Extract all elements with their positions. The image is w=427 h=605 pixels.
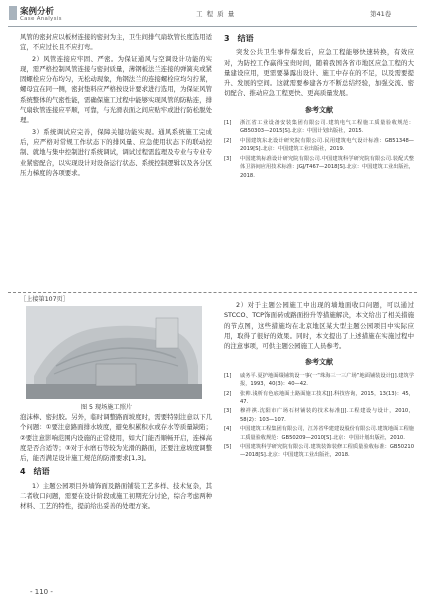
paragraph: 1）主题公园项目外墙饰面及路面铺装工艺多样、技术复杂，其二者收口问题，需要在设计阶段或施工初期充分讨论，综合考虑两种材料、工艺的特性，提前给出妥善的处理方案。 [20, 481, 212, 511]
section-heading [224, 34, 414, 44]
continuation-note: ［上接第107页］ [20, 296, 69, 303]
section-label-en: Case Analysis [20, 16, 62, 22]
reference-list [224, 119, 414, 180]
site-photo [26, 306, 202, 399]
reference-text: 中国建筑标准设计研究院有限公司.中国建筑科学研究院有限公司.装配式整体卫浴间应用技术标准：JGJ/T467—2018[S].北京：中国建筑工业出版社，2018. [240, 155, 414, 179]
reference-item [224, 407, 414, 424]
reference-number: [3] [224, 408, 232, 415]
header-rule [8, 26, 417, 27]
paragraph: 泡沫棒、密封胶。另外，临时调整路面坡度时，需要特别注意以下几个问题：①要注意路面排水坡度，避免积累积水或存水等质量缺陷；②要注意影响范围内设施的正常使用，如大门能否顺畅开启，连梯高度是否合适等；③对于水磨石等较为光滑的路面，还要注意坡度调整后，能否满足设计施工规范的防滑要求[1,3]。 [20, 413, 212, 463]
reference-number: [3] [224, 155, 232, 162]
site-photo-illustration [26, 306, 202, 399]
paragraph: 2）对于主题公园施工中出现的墙地面收口问题，可以通过STCCO、TCP饰面砖或路面扮升等措施解决，本文给出了相关措施的节点图，这些措施均在北京地区某大型主题公园项目中实际应用，取得了很好的效果。同时，本文提出了上述措施在实施过程中的注意事项，可供主题公园施工人员参考。 [224, 301, 414, 351]
reference-item [224, 155, 414, 180]
reference-text: 浙江省工业设备安装集团有限公司.建筑电气工程施工质量验收规范：GB50303—2015[S].北京：中国计划出版社，2015. [240, 120, 414, 135]
references-title: 参考文献 [305, 358, 333, 367]
reference-item [224, 137, 414, 154]
paragraph: 突发公共卫生事件爆发后，应急工程能够快速转换，有效应对，为防控工作赢得宝贵时间，随着我国各省市地区应急工程的大量建设应用，更需要暴露出设计、施工中存在的不足，以及需要提升、发展的空间。这就需要参建各方不断总结经验，加强交流、密切配合、推动应急工程更快、更高质量发展。 [224, 48, 414, 98]
reference-number: [4] [224, 426, 232, 433]
reference-number: [2] [224, 390, 232, 397]
reference-text: 戚务平.夏护地面缀铺筑设一事(一“珠海三一三广场”地面铺装设计[J].建筑学报，1993，40(3)：40—42. [240, 372, 414, 388]
reference-number: [5] [224, 444, 232, 451]
page-number: - 110 - [30, 588, 53, 596]
reference-number: [1] [224, 372, 232, 379]
figure-caption: 图 5 现场施工照片 [80, 404, 133, 411]
reference-item [224, 425, 414, 442]
top-left-column [20, 32, 212, 179]
reference-text: 张帅.浅析有色底地面土路面施工技术[J].科技咨询，2015，13(13)：45，47. [240, 390, 414, 405]
bottom-right-column [224, 300, 414, 461]
reference-text: 中国建筑东北设计研究院有限公司.民用建筑电气设计标准：GB51348—2019[S].北京：中国建筑工业出版社，2019. [240, 137, 414, 153]
journal-name: 工 程 质 量 [196, 10, 236, 18]
paragraph: 风管的密封应以板材连接的密封为主，卫生间排气扇软管长度选用适宜，不应过长且不应打弯。 [20, 33, 212, 52]
reference-list [224, 372, 414, 460]
reference-item [224, 372, 414, 389]
reference-text: 中国建筑科学研究院有限公司.建筑装饰装修工程质量验收标准：GB50210—2018[S].北京：中国建筑工业出版社，2018. [240, 444, 414, 459]
header-accent-bar [9, 6, 17, 20]
reference-text: 中国建筑工程集团有限公司，江苏省华建建设股份有限公司.建筑地面工程施工质量验收规范：GB50209—2010[S].北京：中国计划出版社，2010. [240, 426, 414, 441]
top-right-column [224, 32, 414, 181]
reference-text: 穆祥祺.沈阳市广场石材铺装的技术标准[J].工程建设与设计，2010，58(2)：103—107. [240, 408, 414, 423]
reference-item [224, 119, 414, 136]
reference-number: [1] [224, 120, 232, 127]
volume-label: 第41卷 [370, 10, 392, 18]
reference-item [224, 443, 414, 460]
section-heading [20, 467, 212, 477]
section-title: 结语 [237, 34, 254, 43]
reference-number: [2] [224, 137, 232, 144]
reference-item [224, 390, 414, 407]
article-divider [8, 292, 417, 293]
paragraph: 2）风管连接应牢固、严密。为保证通风与空调设计功能的实现，需严格控制风管连接与密封质量，薄钢板法兰连接的弹簧夹或紧固螺栓应分布均匀，无松动现象，角钢法兰的连接螺栓应均匀拧紧，螺母宜在同一侧，密封垫料应严格按设计要求进行选用，为保证风管系统整体的气密性能，需确保施工过程中能够实现风管的防粘连，排气扇软管连接应平顺，可靠，与光滑表面之间应贴牢或进行防松脱处理。 [20, 54, 212, 125]
paragraph: 3）系统调试应完善，保障关键功能实现。通风系统施工完成后，应严格对常规工作状态下的排风量、应急使用状态下的联动控制、就地与集中控制进行系统调试，调试过程需监理及专业与专业专业紧密配合，以实现设计对设备运行状态、系统控制逻辑以及各分区压力梯度的各项要求。 [20, 127, 212, 177]
section-label: 案例分析 [20, 7, 55, 17]
section-number: 4 [20, 467, 26, 477]
section-title: 结语 [33, 467, 50, 477]
section-number: 3 [224, 34, 230, 43]
references-title: 参考文献 [305, 105, 333, 114]
bottom-left-column [20, 412, 212, 513]
